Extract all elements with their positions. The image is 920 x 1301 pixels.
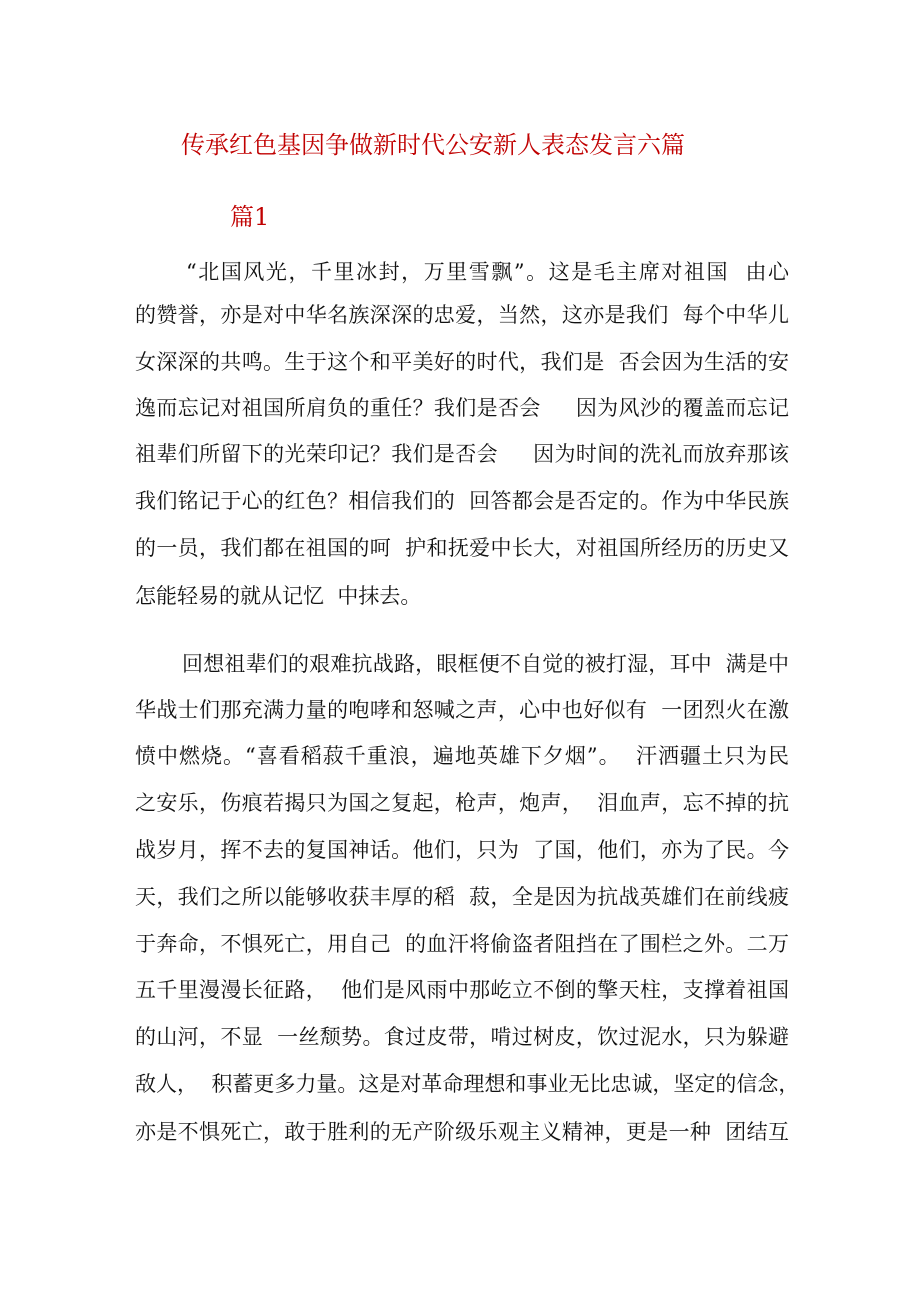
paragraph-line: 逸而忘记对祖国所肩负的重任？我们是否会 因为风沙的覆盖而忘记	[135, 396, 789, 420]
paragraph-line: 的山河，不显 一丝颓势。食过皮带，啃过树皮，饮过泥水，只为躲避	[135, 1025, 789, 1049]
paragraph-line: 我们铭记于心的红色？相信我们的 回答都会是否定的。作为中华民族	[135, 489, 789, 513]
paragraph-line: 敌人， 积蓄更多力量。这是对革命理想和事业无比忠诚，坚定的信念，	[135, 1072, 800, 1096]
paragraph-line: “北国风光，千里冰封，万里雪飘”。这是毛主席对祖国 由心	[186, 260, 789, 284]
paragraph-line: 于奔命，不惧死亡，用自己 的血汗将偷盗者阻挡在了围栏之外。二万	[135, 932, 789, 956]
paragraph-line: 亦是不惧死亡，敢于胜利的无产阶级乐观主义精神，更是一种 团结互	[135, 1120, 789, 1144]
paragraph-line: 祖辈们所留下的光荣印记？我们是否会 因为时间的洗礼而放弃那该	[135, 442, 789, 466]
paragraph-line: 天，我们之所以能够收获丰厚的稻 菽，全是因为抗战英雄们在前线疲	[135, 885, 789, 909]
section-label: 篇1	[230, 203, 270, 231]
paragraph-line: 华战士们那充满力量的咆哮和怒喊之声，心中也好似有 一团烈火在激	[135, 698, 789, 722]
document-title: 传承红色基因争做新时代公安新人表态发言六篇	[181, 131, 685, 159]
paragraph-line: 战岁月，挥不去的复国神话。他们，只为 了国，他们，亦为了民。今	[135, 838, 789, 862]
paragraph-line: 回想祖辈们的艰难抗战路，眼框便不自觉的被打湿，耳中 满是中	[182, 652, 789, 676]
paragraph-line: 的赞誉，亦是对中华名族深深的忠爱，当然，这亦是我们 每个中华儿	[135, 303, 789, 327]
paragraph-line: 女深深的共鸣。生于这个和平美好的时代，我们是 否会因为生活的安	[135, 350, 789, 374]
paragraph-line: 的一员，我们都在祖国的呵 护和抚爱中长大，对祖国所经历的历史又	[135, 536, 789, 560]
paragraph-line: 愤中燃烧。“喜看稻菽千重浪，遍地英雄下夕烟”。 汗洒疆土只为民	[135, 744, 789, 768]
paragraph-line: 五千里漫漫长征路， 他们是风雨中那屹立不倒的擎天柱，支撑着祖国	[135, 978, 789, 1002]
paragraph-line: 之安乐，伤痕若揭只为国之复起，枪声，炮声， 泪血声，忘不掉的抗	[135, 791, 789, 815]
paragraph-line: 怎能轻易的就从记忆 中抹去。	[135, 584, 422, 608]
